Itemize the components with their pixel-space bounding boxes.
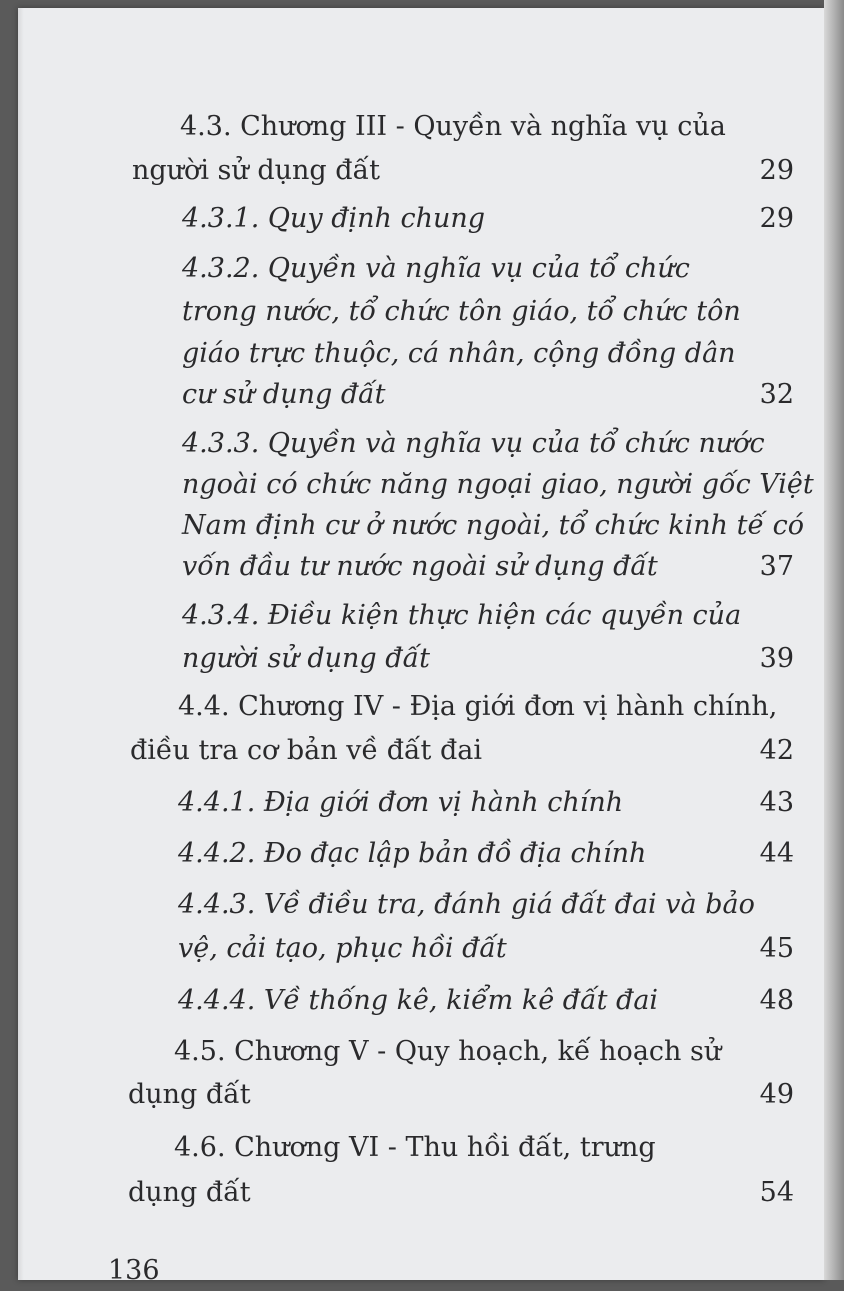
toc-entry-line: điều tra cơ bản về đất đai [130,735,482,766]
toc-page-number: 45 [759,933,794,964]
toc-entry-line: 4.3.2. Quyền và nghĩa vụ của tổ chức [182,253,690,284]
toc-entry-line: 4.4.2. Đo đạc lập bản đồ địa chính [178,838,647,869]
toc-entry-line: dụng đất [128,1079,251,1110]
toc-entry-line: 4.4.3. Về điều tra, đánh giá đất đai và bảo [178,889,755,920]
toc-page-number: 49 [759,1079,794,1110]
toc-entry-line: 4.3.1. Quy định chung [182,203,486,234]
toc-entry-line: vốn đầu tư nước ngoài sử dụng đất [182,551,658,582]
toc-page-number: 32 [759,379,794,410]
toc-page-number: 29 [759,203,794,234]
folio-page-number: 136 [108,1255,160,1286]
toc-entry-line: vệ, cải tạo, phục hồi đất [178,933,507,964]
book-spine-edge [824,0,844,1280]
toc-entry-line: 4.6. Chương VI - Thu hồi đất, trưng [174,1132,656,1163]
toc-page-number: 44 [759,838,794,869]
toc-entry-line: giáo trực thuộc, cá nhân, cộng đồng dân [182,338,736,369]
toc-page-number: 39 [759,643,794,674]
toc-entry-line: 4.3.4. Điều kiện thực hiện các quyền của [182,600,742,631]
toc-page-number: 42 [759,735,794,766]
toc-page-number: 54 [759,1177,794,1208]
toc-entry-line: người sử dụng đất [182,643,430,674]
toc-entry-line: dụng đất [128,1177,251,1208]
toc-entry-line: trong nước, tổ chức tôn giáo, tổ chức tôn [182,296,741,327]
toc-entry-line: cư sử dụng đất [182,379,386,410]
table-of-contents [18,8,824,1280]
toc-entry-line: Nam định cư ở nước ngoài, tổ chức kinh tế có [182,510,805,541]
toc-entry-line: 4.3.3. Quyền và nghĩa vụ của tổ chức nước [182,428,765,459]
toc-entry-line: 4.3. Chương III - Quyền và nghĩa vụ của [180,111,726,142]
toc-entry-line: 4.5. Chương V - Quy hoạch, kế hoạch sử [174,1036,722,1067]
toc-entry-line: 4.4.4. Về thống kê, kiểm kê đất đai [178,985,659,1016]
book-page [18,8,824,1286]
toc-page-number: 29 [759,155,794,186]
toc-entry-line: ngoài có chức năng ngoại giao, người gốc Việt [182,469,814,500]
toc-entry-line: người sử dụng đất [132,155,380,186]
toc-page-number: 37 [759,551,794,582]
toc-entry-line: 4.4. Chương IV - Địa giới đơn vị hành chính, [178,691,778,722]
toc-page-number: 48 [759,985,794,1016]
toc-entry-line: 4.4.1. Địa giới đơn vị hành chính [178,787,624,818]
toc-page-number: 43 [759,787,794,818]
